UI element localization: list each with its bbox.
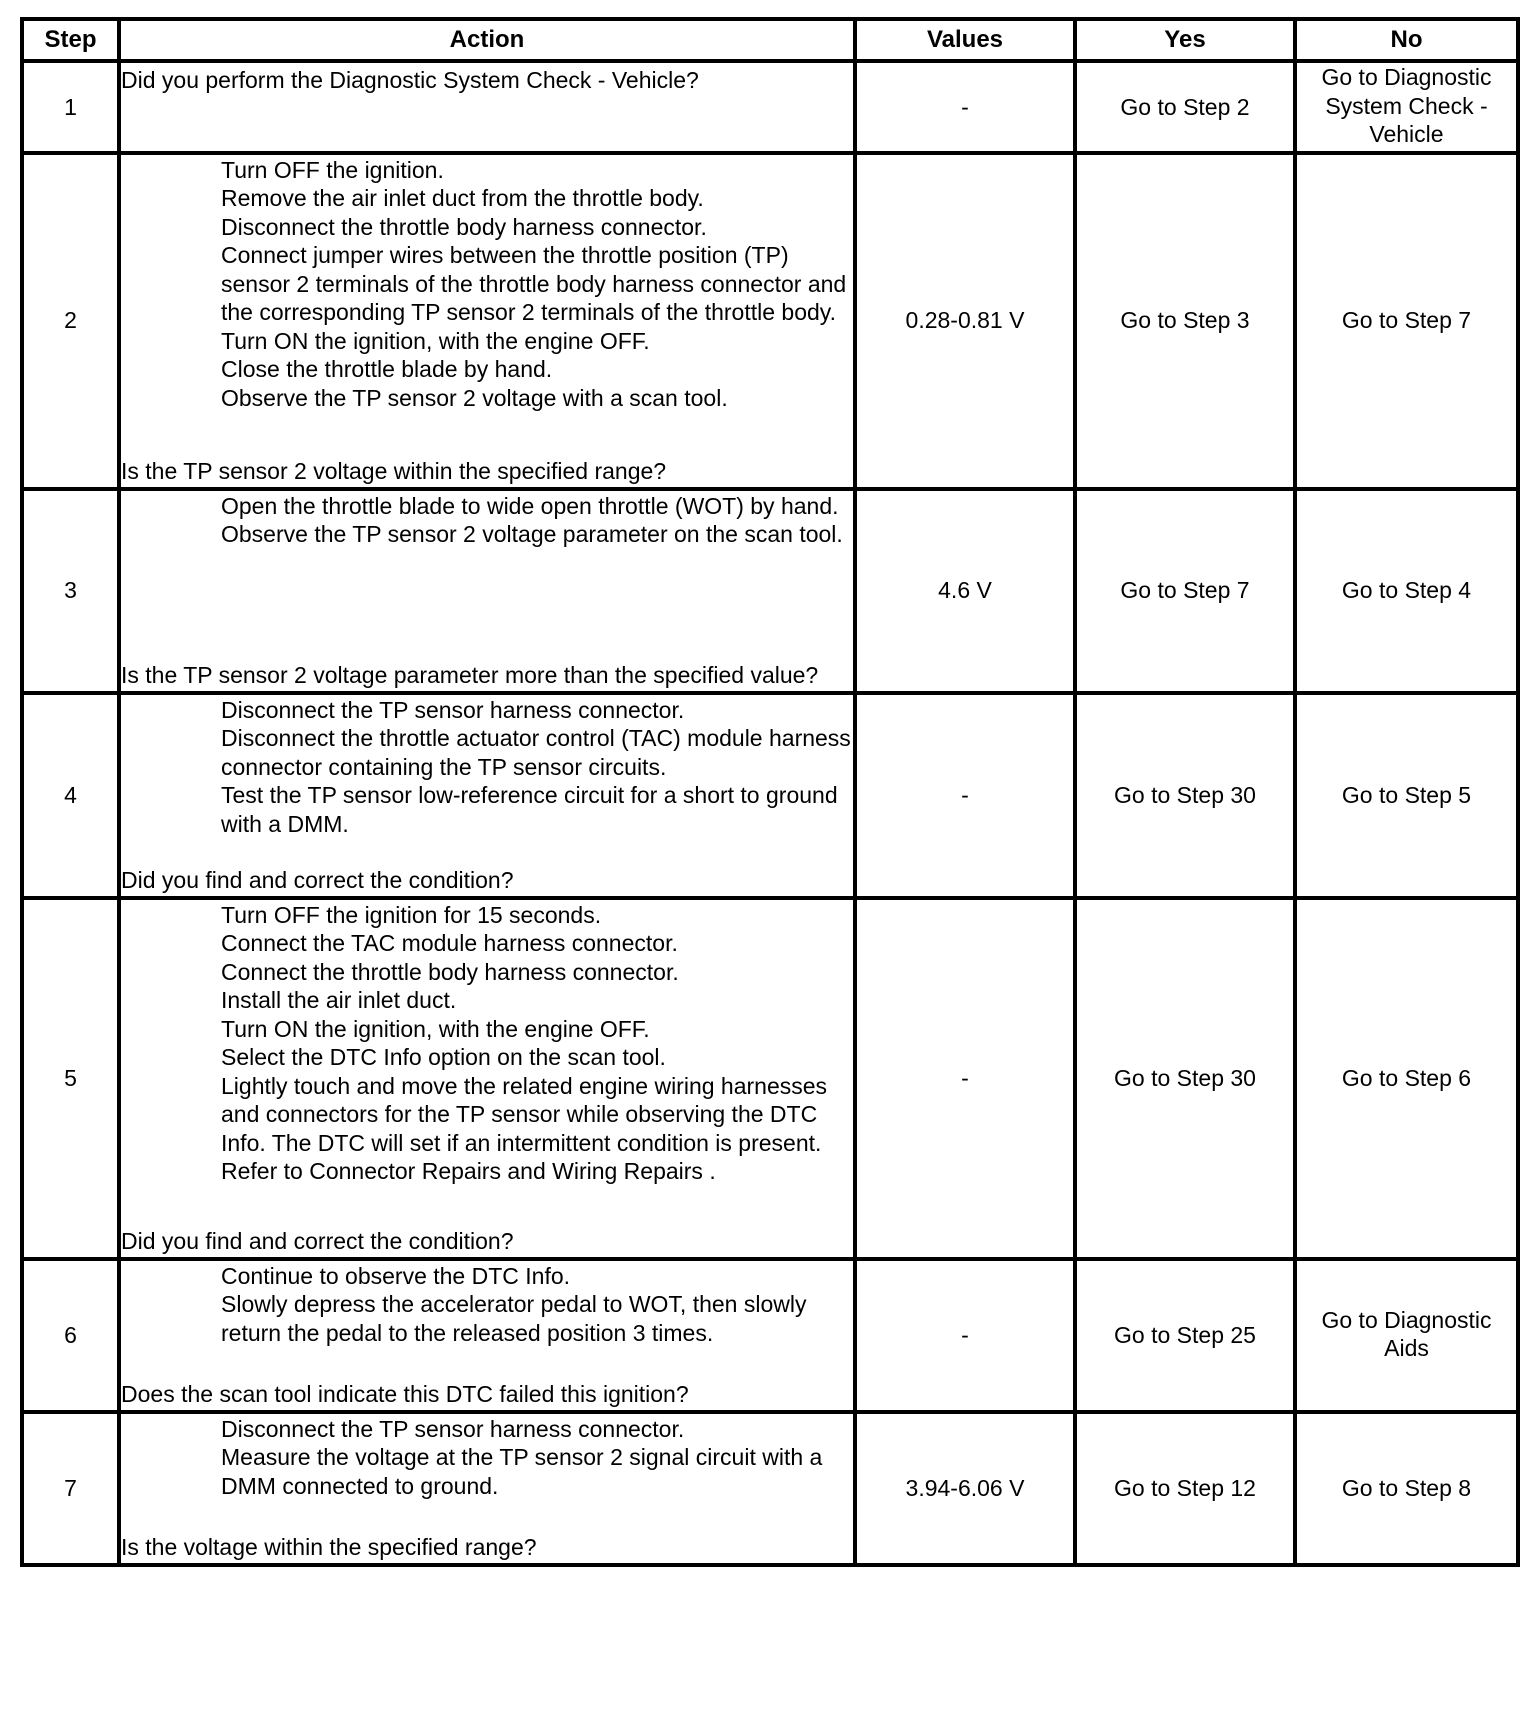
yes-cell: Go to Step 3 <box>1075 153 1295 489</box>
action-question: Did you find and correct the condition? <box>121 1228 514 1254</box>
action-cell <box>119 489 855 693</box>
table-row <box>22 489 1518 693</box>
instruction-list <box>121 696 853 839</box>
action-question: Is the TP sensor 2 voltage parameter more than the specified value? <box>121 662 819 688</box>
action-content <box>121 156 853 486</box>
instruction-item: Continue to observe the DTC Info. <box>221 1262 571 1289</box>
header-step: Step <box>22 19 119 61</box>
instruction-item: Slowly depress the accelerator pedal to WOT, then slowly return the pedal to the released position 3 times. <box>221 1291 807 1346</box>
yes-cell: Go to Step 30 <box>1075 898 1295 1259</box>
instruction-item: Disconnect the throttle body harness connector. <box>221 213 707 240</box>
header-yes: Yes <box>1075 19 1295 61</box>
action-cell <box>119 1412 855 1565</box>
action-question: Is the TP sensor 2 voltage within the specified range? <box>121 458 667 484</box>
action-question: Did you perform the Diagnostic System Check - Vehicle? <box>121 66 699 93</box>
instruction-list <box>121 492 853 549</box>
action-cell <box>119 693 855 898</box>
instruction-list <box>121 1262 853 1348</box>
header-action: Action <box>119 19 855 61</box>
no-cell: Go to Step 7 <box>1295 153 1518 489</box>
instruction-item: Observe the TP sensor 2 voltage parameter on the scan tool. <box>221 521 843 547</box>
yes-cell: Go to Step 30 <box>1075 693 1295 898</box>
instruction-item: Disconnect the throttle actuator control (TAC) module harness connector containing the TP sensor circuits. <box>221 725 851 780</box>
instruction-item: Lightly touch and move the related engine wiring harnesses and connectors for the TP sensor while observing the DTC Info. The DTC will set if an intermittent condition is present. Refer to Connector Repairs and Wiring Repairs . <box>221 1072 828 1184</box>
instruction-item: Connect jumper wires between the throttle position (TP) sensor 2 terminals of the throttle body harness connector and the corresponding TP sensor 2 terminals of the throttle body. <box>221 242 847 325</box>
table-row <box>22 1259 1518 1412</box>
instruction-item: Disconnect the TP sensor harness connector. <box>221 1415 685 1442</box>
header-no: No <box>1295 19 1518 61</box>
instruction-item: Turn OFF the ignition for 15 seconds. <box>221 901 602 928</box>
no-cell: Go to Step 5 <box>1295 693 1518 898</box>
yes-cell: Go to Step 25 <box>1075 1259 1295 1412</box>
action-content <box>121 696 853 895</box>
no-cell: Go to Diagnostic Aids <box>1295 1259 1518 1412</box>
action-cell <box>119 1259 855 1412</box>
action-cell <box>119 898 855 1259</box>
action-content <box>121 1415 853 1562</box>
yes-cell: Go to Step 12 <box>1075 1412 1295 1565</box>
step-number: 4 <box>22 693 119 898</box>
instruction-item: Remove the air inlet duct from the throttle body. <box>221 185 704 211</box>
instruction-item: Disconnect the TP sensor harness connector. <box>221 696 685 723</box>
yes-cell: Go to Step 2 <box>1075 61 1295 153</box>
value-cell: 4.6 V <box>855 489 1075 693</box>
action-question: Does the scan tool indicate this DTC failed this ignition? <box>121 1381 689 1407</box>
table-row <box>22 61 1518 153</box>
instruction-item: Measure the voltage at the TP sensor 2 signal circuit with a DMM connected to ground. <box>221 1444 823 1499</box>
instruction-item: Turn ON the ignition, with the engine OFF. <box>221 327 650 354</box>
instruction-item: Connect the throttle body harness connector. <box>221 958 679 985</box>
no-cell: Go to Step 4 <box>1295 489 1518 693</box>
value-cell: - <box>855 61 1075 153</box>
action-cell <box>119 61 855 153</box>
diagnostic-table <box>20 17 1520 1567</box>
header-row <box>22 19 1518 61</box>
value-cell: 0.28-0.81 V <box>855 153 1075 489</box>
no-cell: Go to Diagnostic System Check - Vehicle <box>1295 61 1518 153</box>
instruction-item: Test the TP sensor low-reference circuit for a short to ground with a DMM. <box>221 782 838 837</box>
table-row <box>22 153 1518 489</box>
value-cell: - <box>855 1259 1075 1412</box>
table-row <box>22 898 1518 1259</box>
step-number: 7 <box>22 1412 119 1565</box>
action-cell <box>119 153 855 489</box>
action-content <box>121 66 853 148</box>
instruction-list <box>121 1415 853 1501</box>
instruction-item: Install the air inlet duct. <box>221 987 457 1013</box>
value-cell: - <box>855 693 1075 898</box>
yes-cell: Go to Step 7 <box>1075 489 1295 693</box>
step-number: 3 <box>22 489 119 693</box>
action-content <box>121 901 853 1256</box>
instruction-item: Observe the TP sensor 2 voltage with a scan tool. <box>221 384 728 411</box>
table-row <box>22 1412 1518 1565</box>
action-question: Is the voltage within the specified range? <box>121 1534 537 1560</box>
instruction-list <box>121 156 853 413</box>
instruction-item: Connect the TAC module harness connector. <box>221 930 678 956</box>
step-number: 6 <box>22 1259 119 1412</box>
table-row <box>22 693 1518 898</box>
instruction-item: Open the throttle blade to wide open throttle (WOT) by hand. <box>221 492 839 519</box>
value-cell: - <box>855 898 1075 1259</box>
instruction-list <box>121 901 853 1186</box>
step-number: 5 <box>22 898 119 1259</box>
instruction-item: Select the DTC Info option on the scan tool. <box>221 1044 666 1070</box>
no-cell: Go to Step 6 <box>1295 898 1518 1259</box>
header-values: Values <box>855 19 1075 61</box>
instruction-item: Turn OFF the ignition. <box>221 156 444 183</box>
value-cell: 3.94-6.06 V <box>855 1412 1075 1565</box>
action-question: Did you find and correct the condition? <box>121 867 514 893</box>
action-content <box>121 492 853 690</box>
no-cell: Go to Step 8 <box>1295 1412 1518 1565</box>
step-number: 1 <box>22 61 119 153</box>
instruction-item: Close the throttle blade by hand. <box>221 356 553 382</box>
action-content <box>121 1262 853 1409</box>
step-number: 2 <box>22 153 119 489</box>
instruction-item: Turn ON the ignition, with the engine OFF. <box>221 1015 650 1042</box>
